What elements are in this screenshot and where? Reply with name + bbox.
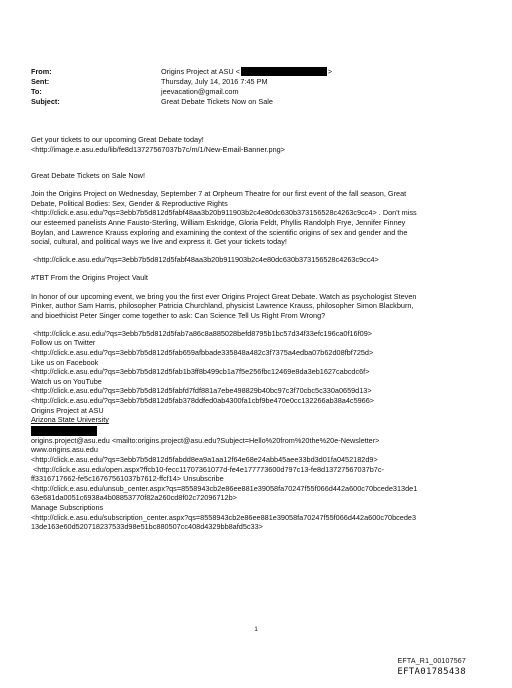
twitter-label: Follow us on Twitter [31,338,96,348]
sent-value: Thursday, July 14, 2016 7:45 PM [161,77,268,86]
paragraph-line: and bioethicist Peter Singer come together to ask: Can Science Tell Us Right From Wrong? [31,310,326,320]
tickets-link-block [31,255,483,265]
from-label: From: [31,67,52,76]
bates-number-large: EFTA01785438 [397,667,466,677]
bates-number-small: EFTA_R1_00107567 [397,658,466,665]
to-row [31,87,471,97]
to-value: jeevacation@gmail.com [161,87,239,96]
sent-label: Sent: [31,77,50,86]
manage-label: Manage Subscriptions [31,502,104,512]
paragraph-line: Boylan, and Lawrence Krauss exploring and examining the context of the scientific origins of sex and gender and the [31,227,408,237]
paragraph-line: In honor of our upcoming event, we bring you the first ever Origins Project Great Debate. Watch as psychologist Steven [31,291,417,301]
social-block [31,329,483,532]
paragraph-line: Join the Origins Project on Wednesday, September 7 at Orpheum Theatre for our first event of the fall season, Great [31,189,407,199]
event-paragraph [31,189,483,247]
from-suffix: > [327,67,333,76]
subject-row [31,97,471,107]
vault-paragraph [31,292,483,321]
intro-text: Get your tickets to our upcoming Great Debate today! [31,135,204,144]
email-header [31,67,471,107]
email-body [31,135,483,540]
twitter-link[interactable]: <http://click.e.asu.edu/?qs=3ebb7b5d812d5fab659afbbade335848a482c3f7375a4edba07b62d08fbf725d> [31,348,374,357]
facebook-link[interactable]: <http://click.e.asu.edu/?qs=3ebb7b5d812d5fab1b3ff8b499cb1a7f5e256fbc12469e8da3eb1627cabcdc6f> [31,367,370,377]
subject-label: Subject: [31,97,60,106]
website-link[interactable]: <http://click.e.asu.edu/?qs=3ebb7b5d812d5fabdd8ea9a1aa12f64e68e24abb45aee33bd3d01fa0452182d9> [31,454,378,464]
redaction-bar [31,426,97,436]
tbt-block [31,273,483,283]
paragraph-line: our esteemed panelists Anne Fausto-Sterling, William Eskridge, Gloria Feldt, Phyllis Randolph Frye, Jennifer Finney [31,218,406,228]
paragraph-line: social, cultural, and political ways we live and express it. Get your tickets today! [31,237,287,247]
to-label: To: [31,87,42,96]
youtube-label: Watch us on YouTube [31,376,102,386]
subject-value: Great Debate Tickets Now on Sale [161,97,273,106]
youtube-link-2[interactable]: <http://click.e.asu.edu/?qs=3ebb7b5d812d5fab378ddfed0ab4300fa1cbf9be470e0cc132266ab38a4c5966> [31,395,375,405]
redaction-bar [241,67,327,76]
facebook-label: Like us on Facebook [31,357,99,367]
manage-link[interactable]: <http://click.e.asu.edu/subscription_center.aspx?qs=8558943cb2e86ee881e39058fa70247f55f066d442a600c70bcede3 [31,512,417,522]
website-text: www.origins.asu.edu [31,445,98,455]
from-row [31,67,471,77]
section-heading: Great Debate Tickets on Sale Now! [31,171,145,181]
unsubscribe-link-cont[interactable]: 63e681da0051c6938a4b08853770f82a260cd8f02c72096712b> [31,493,237,503]
tickets-link[interactable]: <http://click.e.asu.edu/?qs=3ebb7b5d812d5fabf48aa3b20b911903b2c4e80dc630b373156528c4263c9cc4> [31,255,379,265]
university-name: Arizona State University [31,415,109,425]
paragraph-line[interactable]: <http://click.e.asu.edu/?qs=3ebb7b5d812d5fabf48aa3b20b911903b2c4e80dc630b373156528c4263c9cc4> . Don't miss [31,208,417,218]
open-link[interactable]: <http://click.e.asu.edu/open.aspx?ffcb10-fecc11707361077d-fe4e177773600d797c13-fe8d13727567037b7c- [31,464,384,474]
paragraph-line: Pinker, author Sam Harris, philosopher Patricia Churchland, physicist Lawrence Krauss, philosopher Simon Blackburn, [31,301,414,311]
manage-link-cont[interactable]: 13de163e60d520718237533d98e51bc880507cc408d4329bb8afd5c33> [31,522,263,532]
tbt-heading: #TBT From the Origins Project Vault [31,273,148,283]
org-name: Origins Project at ASU [31,405,104,415]
sent-row [31,77,471,87]
intro-block [31,135,483,154]
banner-link[interactable]: <http://image.e.asu.edu/lib/fe8d13727567037b7c/m/1/New-Email-Banner.png> [31,144,285,154]
paragraph-line: Debate, Political Bodies: Sex, Gender & Reproductive Rights [31,198,228,208]
unsubscribe-line[interactable]: ff3316717662-fe5c16767561037b7612-ffcf14> Unsubscribe [31,474,224,484]
unsubscribe-link[interactable]: <http://click.e.asu.edu/unsub_center.aspx?qs=8558943cb2e86ee881e39058fa70247f55f066d442a600c70bcede313de1 [31,483,418,493]
page-number: 1 [254,626,258,633]
from-sender: Origins Project at ASU < [161,67,240,76]
email-contact[interactable]: origins.project@asu.edu <mailto:origins.project@asu.edu?Subject=Hello%20from%20the%20e-Newsletter> [31,435,380,445]
from-value [161,67,471,77]
youtube-link[interactable]: <http://click.e.asu.edu/?qs=3ebb7b5d812d5fabfd7fdf881a7ebe498829b40bc97c3f70cbc5c330a0659d13> [31,386,372,396]
heading-block [31,171,483,181]
video-link[interactable]: <http://click.e.asu.edu/?qs=3ebb7b5d812d5fab7a86c8a885028befd8795b1bc57d34f33efc196ca0f16f09> [31,328,373,338]
